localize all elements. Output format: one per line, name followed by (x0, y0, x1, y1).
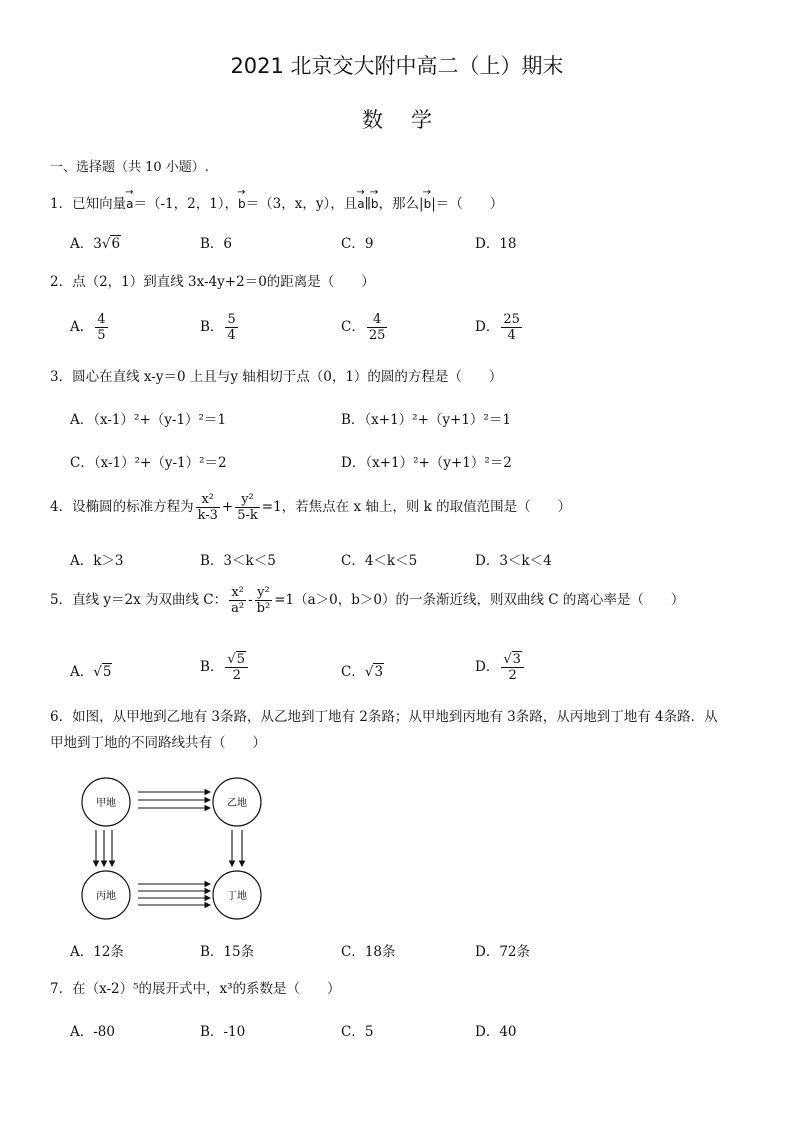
radicand: 3 (374, 664, 384, 680)
question-number: 1． (50, 196, 73, 212)
node-ding (213, 871, 261, 919)
fraction (95, 312, 107, 343)
node-label-bing: 丙地 (96, 891, 116, 902)
vector-b: → b (424, 193, 432, 211)
q6-option-c[interactable]: C．18条 (341, 944, 396, 960)
denominator: 2 (508, 668, 517, 683)
question-text: 4．设椭圆的标准方程为 (50, 499, 194, 515)
question-1 (50, 192, 503, 212)
fraction (229, 585, 246, 616)
q3-option-b[interactable]: B．（x+1）²+（y+1）²＝1 (341, 412, 511, 428)
radicand: 5 (102, 664, 112, 680)
q5-option-a[interactable] (70, 660, 112, 680)
node-jia (82, 778, 130, 826)
sqrt-symbol: √3 (364, 664, 384, 680)
denominator: a² (231, 601, 245, 616)
q6-option-a[interactable]: A．12条 (70, 944, 124, 960)
denominator: 5-k (237, 508, 258, 523)
question-5 (50, 585, 684, 616)
q7-option-a[interactable]: A．-80 (70, 1024, 115, 1040)
option-label: D． (475, 319, 500, 335)
fraction (196, 492, 220, 523)
node-label-jia: 甲地 (96, 798, 116, 809)
fraction (501, 652, 524, 683)
numerator (225, 652, 248, 668)
question-6-line-2: 甲地到丁地的不同路线共有（ ） (50, 735, 266, 751)
option-label: A． (70, 319, 94, 335)
node-bing (82, 871, 130, 919)
numerator: y² (235, 492, 260, 508)
q3-option-a[interactable]: A．（x-1）²+（y-1）²＝1 (70, 412, 227, 428)
sqrt-symbol: √6 (101, 236, 121, 252)
question-text: ，那么| (378, 196, 424, 212)
q1-option-d[interactable]: D．18 (475, 236, 517, 252)
arrows-bing-ding (138, 884, 210, 905)
question-text: =1（a＞0，b＞0）的一条渐近线，则双曲线 C 的离心率是（ ） (274, 592, 685, 608)
option-label: B． (200, 319, 224, 335)
numerator: x² (229, 585, 246, 601)
q6-option-d[interactable]: D．72条 (475, 944, 531, 960)
q7-option-c[interactable]: C．5 (341, 1024, 374, 1040)
sqrt-symbol: √3 (503, 652, 521, 667)
parallel-symbol: ∥ (364, 196, 371, 212)
option-label: C． (341, 664, 365, 680)
arrows-yi-ding (232, 830, 242, 866)
numerator: y² (255, 585, 273, 601)
vector-a: → a (357, 193, 364, 211)
arrows-jia-bing (96, 830, 112, 866)
q5-option-d[interactable] (475, 652, 526, 683)
radicand: 3 (512, 652, 521, 667)
q2-option-d[interactable] (475, 312, 524, 343)
denominator: 25 (368, 328, 386, 343)
option-label: B． (200, 659, 224, 675)
denominator: b² (256, 601, 271, 616)
numerator: 25 (503, 312, 520, 327)
sqrt-symbol: √5 (93, 664, 112, 680)
option-label: D． (475, 659, 500, 675)
node-label-ding: 丁地 (227, 891, 247, 902)
q3-option-c[interactable]: C．（x-1）²+（y-1）²＝2 (70, 455, 227, 471)
question-2: 2．点（2，1）到直线 3x-4y+2＝0的距离是（ ） (50, 274, 375, 290)
fraction (367, 312, 388, 343)
page-title: 2021 北京交大附中高二（上）期末 (230, 54, 564, 78)
numerator: 4 (367, 312, 388, 328)
vector-b: → b (371, 193, 379, 211)
fraction (501, 312, 522, 343)
q2-option-a[interactable] (70, 312, 110, 343)
q4-option-c[interactable]: C．4＜k＜5 (341, 553, 418, 569)
node-label-yi: 乙地 (227, 798, 247, 809)
fraction (235, 492, 260, 523)
arrows-jia-yi (138, 792, 210, 808)
plus-sign: + (221, 499, 234, 515)
q4-option-a[interactable]: A．k＞3 (70, 553, 124, 569)
q7-option-d[interactable]: D．40 (475, 1024, 517, 1040)
fraction (255, 585, 273, 616)
question-3: 3．圆心在直线 x-y＝0 上且与y 轴相切于点（0，1）的圆的方程是（ ） (50, 369, 503, 385)
vector-a: → a (126, 193, 133, 211)
q1-option-b[interactable]: B．6 (200, 236, 233, 252)
minus-sign: - (248, 592, 253, 608)
q6-option-b[interactable]: B．15条 (200, 944, 255, 960)
question-4 (50, 492, 571, 523)
numerator (501, 652, 524, 668)
section-heading: 一、选择题（共 10 小题）. (50, 160, 209, 175)
numerator: 4 (97, 312, 106, 327)
page-subject: 数学 (362, 108, 460, 132)
q2-option-b[interactable] (200, 312, 240, 343)
denominator: 4 (227, 328, 236, 343)
option-label: C． (341, 319, 365, 335)
q3-option-d[interactable]: D．（x+1）²+（y+1）²＝2 (341, 455, 512, 471)
vector-b: → b (238, 193, 246, 211)
question-text: ＝（3，x，y），且 (245, 196, 358, 212)
sqrt-symbol: √5 (227, 652, 245, 667)
q7-option-b[interactable]: B．-10 (200, 1024, 246, 1040)
radicand: 5 (236, 652, 245, 667)
node-yi (213, 778, 261, 826)
fraction (225, 652, 248, 683)
route-diagram (76, 770, 276, 930)
denominator: 5 (97, 328, 106, 343)
fraction (225, 312, 237, 343)
question-6-line-1: 6．如图，从甲地到乙地有 3条路，从乙地到丁地有 2条路；从甲地到丙地有 3条路，从丙地到丁地有 4条路．从 (50, 709, 718, 725)
question-text: 5．直线 y＝2x 为双曲线 C： (50, 592, 228, 608)
radicand: 6 (111, 236, 121, 252)
q2-option-c[interactable] (341, 312, 389, 343)
numerator: 5 (227, 312, 236, 327)
question-text: |＝（ ） (431, 196, 504, 212)
option-label: A． (70, 664, 94, 680)
q5-option-c[interactable] (341, 660, 384, 680)
question-text: =1，若焦点在 x 轴上，则 k 的取值范围是（ ） (261, 499, 572, 515)
question-text: ＝（-1，2，1）， (133, 196, 239, 212)
q4-option-d[interactable]: D．3＜k＜4 (475, 553, 552, 569)
question-7: 7．在（x-2）⁵的展开式中，x³的系数是（ ） (50, 981, 341, 997)
q1-option-a[interactable]: A．3√6 (70, 236, 121, 252)
question-text: 已知向量 (72, 196, 127, 212)
denominator: 2 (232, 668, 241, 683)
denominator: 4 (507, 328, 516, 343)
denominator: k-3 (197, 508, 218, 523)
q1-option-c[interactable]: C．9 (341, 236, 374, 252)
q5-option-b[interactable] (200, 652, 250, 683)
q4-option-b[interactable]: B．3＜k＜5 (200, 553, 276, 569)
numerator: x² (196, 492, 220, 508)
